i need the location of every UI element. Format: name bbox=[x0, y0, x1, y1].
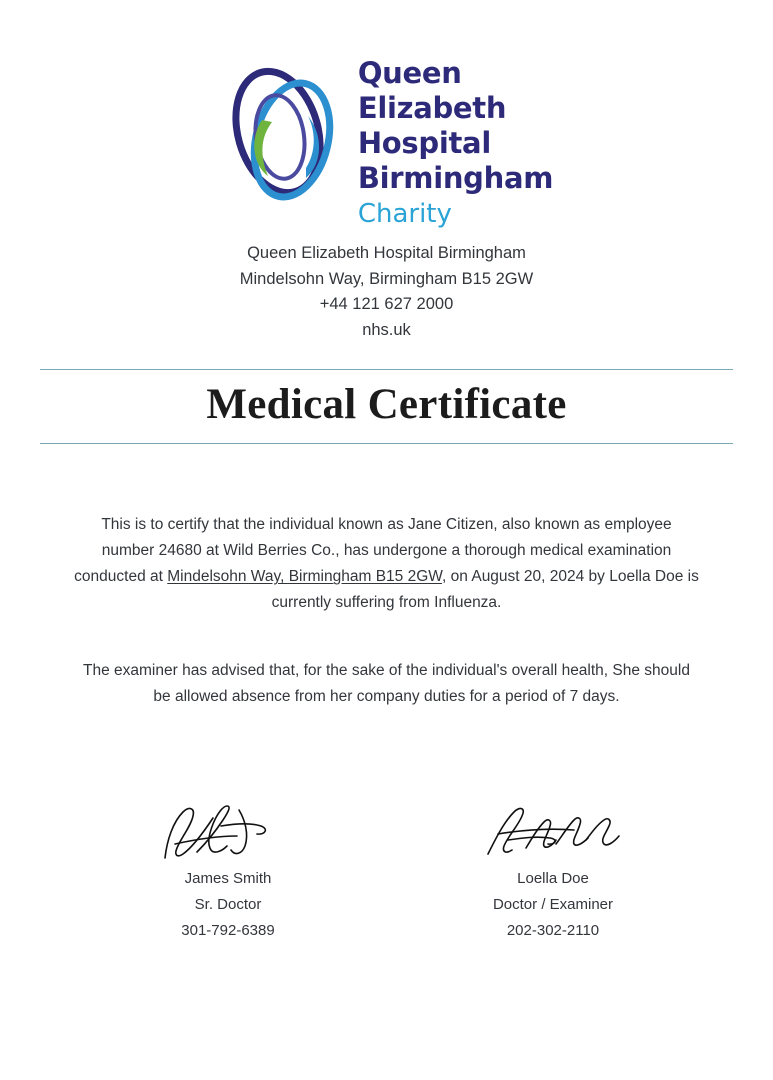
signature-block-left bbox=[78, 800, 378, 943]
logo-wordmark bbox=[358, 53, 553, 227]
address-phone: +44 121 627 2000 bbox=[319, 295, 454, 314]
logo-line-2: Elizabeth bbox=[357, 90, 507, 125]
qehb-charity-logo bbox=[220, 52, 553, 227]
qehb-oval-logo-icon bbox=[220, 52, 348, 227]
signature-block-right bbox=[403, 800, 703, 943]
page-title: Medical Certificate bbox=[206, 381, 567, 429]
signatory-phone: 301-792-6389 bbox=[181, 921, 275, 939]
address-line-1: Queen Elizabeth Hospital Birmingham bbox=[247, 244, 526, 262]
signatory-name: Loella Doe bbox=[517, 870, 589, 887]
loella-doe-signature-icon bbox=[403, 800, 703, 862]
logo-line-3: Hospital bbox=[357, 125, 491, 160]
certificate-statement bbox=[74, 512, 699, 616]
statement-location: Mindelsohn Way, Birmingham B15 2GW bbox=[167, 568, 443, 586]
signatory-phone: 202-302-2110 bbox=[506, 921, 600, 939]
logo-line-1: Queen bbox=[357, 55, 462, 90]
james-smith-signature-icon bbox=[78, 800, 378, 862]
title-band bbox=[40, 369, 733, 444]
advice-text: The examiner has advised that, for the sake of the individual's overall health, She should be allowed absence from her company duties for a period of 7 days. bbox=[83, 662, 690, 706]
signature-row bbox=[40, 800, 733, 943]
address-website: nhs.uk bbox=[362, 320, 411, 339]
statement-post-text: , on August 20, 2024 by Loella Doe is currently suffering from Influenza. bbox=[271, 568, 699, 612]
logo-subline: Charity bbox=[357, 198, 452, 229]
signatory-role: Doctor / Examiner bbox=[492, 895, 614, 913]
logo-line-4: Birmingham bbox=[357, 160, 554, 195]
hospital-address bbox=[40, 241, 733, 343]
examiner-advice bbox=[78, 658, 696, 710]
signatory-role: Sr. Doctor bbox=[194, 895, 262, 913]
signatory-name: James Smith bbox=[184, 870, 272, 887]
address-line-2: Mindelsohn Way, Birmingham B15 2GW bbox=[239, 269, 534, 288]
logo-block bbox=[40, 0, 733, 227]
statement-pre-text: This is to certify that the individual known as Jane Citizen, also known as employee number 24680 at Wild Berries Co., has undergone a thorough medical examination conducted at bbox=[74, 516, 672, 586]
